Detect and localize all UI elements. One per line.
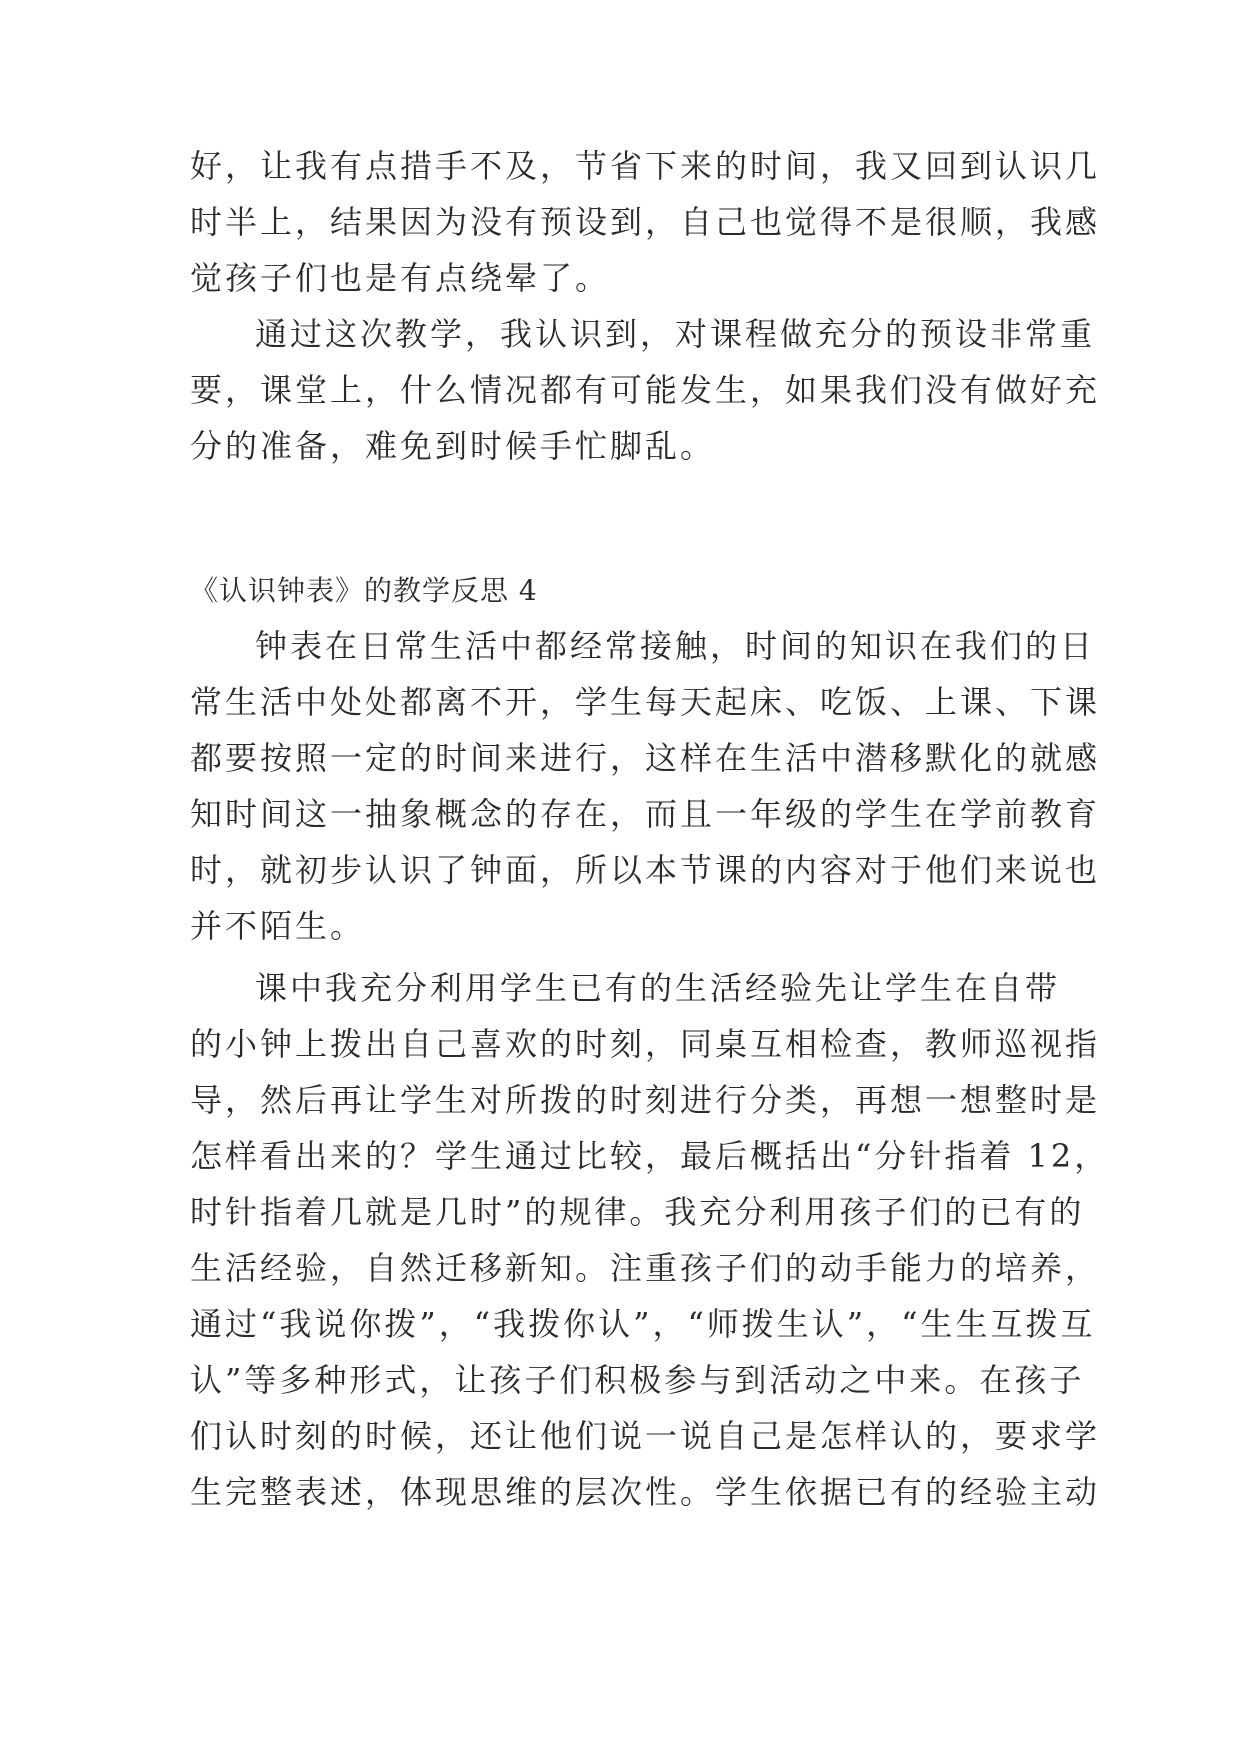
paragraph-4-line-8: 认”等多种形式，让孩子们积极参与到活动之中来。在孩子 bbox=[190, 1361, 1085, 1399]
paragraph-4-line-2: 的小钟上拨出自己喜欢的时刻，同桌互相检查，教师巡视指 bbox=[190, 1025, 1101, 1063]
paragraph-1-line-1: 好，让我有点措手不及，节省下来的时间，我又回到认识几 bbox=[190, 147, 1101, 185]
paragraph-3-line-1: 钟表在日常生活中都经常接触，时间的知识在我们的日 bbox=[255, 627, 1096, 665]
paragraph-4-line-1: 课中我充分利用学生已有的生活经验先让学生在自带 bbox=[255, 969, 1061, 1007]
paragraph-4-line-3: 导，然后再让学生对所拨的时刻进行分类，再想一想整时是 bbox=[190, 1081, 1101, 1119]
paragraph-1-line-2: 时半上，结果因为没有预设到，自己也觉得不是很顺，我感 bbox=[190, 203, 1101, 241]
paragraph-3-line-5: 时，就初步认识了钟面，所以本节课的内容对于他们来说也 bbox=[190, 851, 1101, 889]
paragraph-2-line-1: 通过这次教学，我认识到，对课程做充分的预设非常重 bbox=[255, 315, 1096, 353]
paragraph-3-line-4: 知时间这一抽象概念的存在，而且一年级的学生在学前教育 bbox=[190, 795, 1101, 833]
paragraph-3-line-3: 都要按照一定的时间来进行，这样在生活中潜移默化的就感 bbox=[190, 739, 1101, 777]
paragraph-4-line-5: 时针指着几就是几时”的规律。我充分利用孩子们的已有的 bbox=[190, 1193, 1085, 1231]
paragraph-4-line-7: 通过“我说你拨”，“我拨你认”，“师拨生认”，“生生互拨互 bbox=[190, 1305, 1096, 1343]
paragraph-4-line-4: 怎样看出来的？学生通过比较，最后概括出“分针指着 12， bbox=[190, 1137, 1110, 1175]
paragraph-2-line-2: 要，课堂上，什么情况都有可能发生，如果我们没有做好充 bbox=[190, 371, 1101, 409]
paragraph-3-line-6: 并不陌生。 bbox=[190, 907, 366, 945]
paragraph-4-line-6: 生活经验，自然迁移新知。注重孩子们的动手能力的培养， bbox=[190, 1249, 1101, 1287]
paragraph-4-line-9: 们认时刻的时候，还让他们说一说自己是怎样认的，要求学 bbox=[190, 1417, 1101, 1455]
section-title: 《认识钟表》的教学反思 4 bbox=[190, 574, 538, 607]
paragraph-3-line-2: 常生活中处处都离不开，学生每天起床、吃饭、上课、下课 bbox=[190, 683, 1101, 721]
paragraph-4-line-10: 生完整表述，体现思维的层次性。学生依据已有的经验主动 bbox=[190, 1473, 1101, 1511]
paragraph-1-line-3: 觉孩子们也是有点绕晕了。 bbox=[190, 259, 611, 297]
paragraph-2-line-3: 分的准备，难免到时候手忙脚乱。 bbox=[190, 427, 716, 465]
